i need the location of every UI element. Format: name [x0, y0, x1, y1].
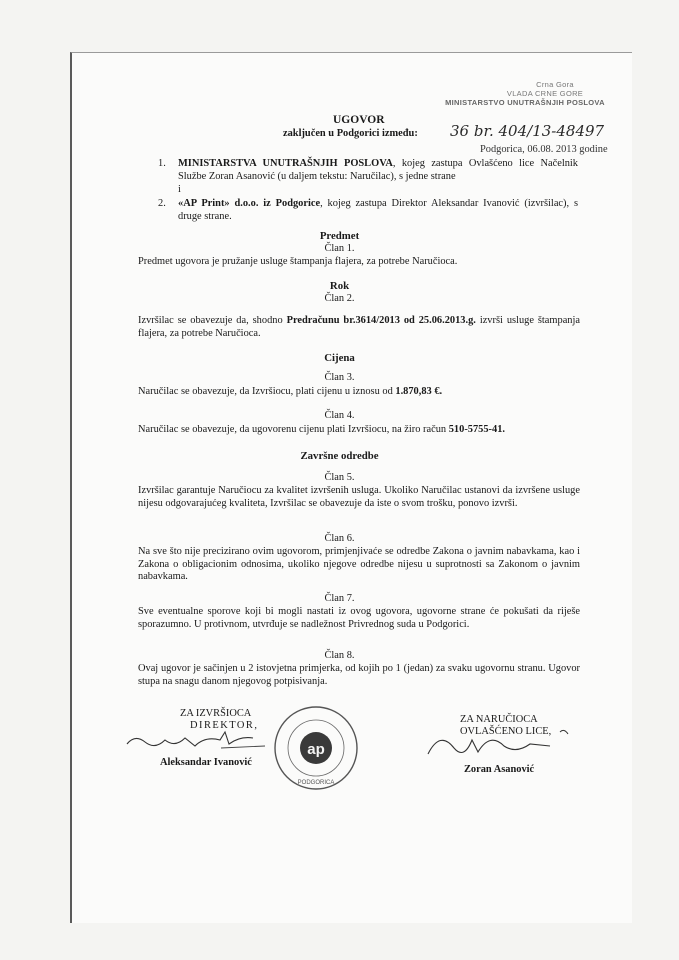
- section-zavrsne-title: Završne odredbe: [300, 450, 379, 462]
- stamp-line-2: VLADA CRNE GORE: [506, 89, 584, 98]
- page-title: UGOVOR: [333, 114, 385, 126]
- party-2-text: , kojeg zastupa Direktor Aleksandar Ivanović (izvršilac), s druge strane.: [178, 198, 578, 222]
- party-1-name: MINISTARSTVA UNUTRAŠNJIH POSLOVA: [178, 158, 393, 169]
- section-rok-title: Rok: [329, 280, 350, 292]
- left-handwritten-signature: [125, 726, 275, 756]
- clan-3: Član 3.: [324, 372, 355, 383]
- stamp-line-3: MINISTARSTVO UNUTRAŠNJIH POSLOVA: [445, 98, 605, 107]
- party-1-text: , kojeg zastupa Ovlašćeno lice Načelnik Službe Zoran Asanović (u daljem tekstu: Naručilac), s jedne strane: [178, 158, 578, 182]
- contract-amount: 1.870,83 €.: [395, 386, 443, 397]
- signature-right-label: ZA NARUČIOCA: [460, 714, 538, 725]
- clan-2-text-a: Izvršilac se obavezuje da, shodno: [138, 315, 287, 326]
- clan-4-text-body: Naručilac se obavezuje, da ugovorenu cijenu plati Izvršiocu, na žiro račun: [138, 424, 449, 435]
- registration-number: 36 br. 404/13-48497: [450, 122, 605, 140]
- right-handwritten-signature: [420, 724, 570, 764]
- place-date: Podgorica, 06.08. 2013 godine: [480, 144, 608, 155]
- bank-account: 510-5755-41.: [448, 424, 506, 435]
- signature-right-name: Zoran Asanović: [464, 764, 535, 775]
- clan-3-text-body: Naručilac se obavezuje, da Izvršiocu, plati cijenu u iznosu od: [138, 386, 396, 397]
- signature-right-role: OVLAŠĆENO LICE,: [460, 726, 552, 737]
- clan-2-text-c: izvrši usluge štampanja flajera, za potrebe Naručioca.: [138, 315, 580, 339]
- clan-4-text: [138, 424, 580, 437]
- clan-2-text: [138, 315, 580, 340]
- party-2-number: 2.: [158, 198, 166, 209]
- page-subtitle: zaključen u Podgorici između:: [283, 128, 418, 139]
- clan-8: Član 8.: [324, 650, 355, 661]
- clan-2-invoice: Predračunu br.3614/2013 od 25.06.2013.g.: [286, 315, 476, 326]
- section-cijena-title: Cijena: [324, 352, 355, 364]
- clan-5-text: Izvršilac garantuje Naručiocu za kvalitet izvršenih usluga. Ukoliko Naručilac ustanovi da izvršene usluge nijesu odgovarajućeg kvaliteta, Izvršilac se obavezuje da iste o svom trošku, ponovo izvrši.: [138, 485, 580, 509]
- clan-8-text: Ovaj ugovor je sačinjen u 2 istovjetna primjerka, od kojih po 1 (jedan) za svaku ugovornu stranu. Ugovor stupa na snagu danom njegovog potpisivanja.: [138, 663, 580, 687]
- clan-4: Član 4.: [324, 410, 355, 421]
- clan-7: Član 7.: [324, 593, 355, 604]
- signature-left-name: Aleksandar Ivanović: [160, 757, 252, 768]
- clan-7-text: Sve eventualne sporove koji bi mogli nastati iz ovog ugovora, ugovorne strane će pokušati da riješe sporazumno. U protivnom, utvrđuje se nadležnost Privrednog suda u Podgorici.: [138, 606, 580, 630]
- clan-2: Član 2.: [324, 293, 355, 304]
- party-1: [178, 158, 578, 183]
- clan-6: Član 6.: [324, 533, 355, 544]
- clan-6-text: Na sve što nije precizirano ovim ugovorom, primjenjivaće se odredbe Zakona o javnim nabavkama, kao i Zakona o obligacionim odnosima, ukoliko njegove odredbe nijesu u suprotnosti sa Zakonom o javnim nabavkama.: [138, 546, 580, 583]
- stamp-line-1: Crna Gora: [536, 80, 574, 89]
- clan-5: Član 5.: [324, 472, 355, 483]
- stamp-logo: ap: [307, 741, 325, 758]
- stamp-city: PODGORICA: [297, 780, 335, 786]
- signature-left-label: ZA IZVRŠIOCA: [180, 708, 252, 719]
- registry-stamp: [430, 80, 620, 107]
- signature-left-role: DIREKTOR,: [190, 720, 259, 731]
- party-2-name: «AP Print» d.o.o. iz Podgorice: [178, 198, 321, 209]
- party-2: [178, 198, 578, 223]
- party-1-number: 1.: [158, 158, 166, 169]
- company-stamp: [272, 704, 360, 792]
- clan-3-text: [138, 386, 580, 399]
- clan-1-text: Predmet ugovora je pružanje usluge štampanja flajera, za potrebe Naručioca.: [138, 256, 458, 267]
- section-predmet-title: Predmet: [319, 230, 360, 242]
- conjunction: i: [178, 184, 181, 195]
- clan-1: Član 1.: [324, 243, 355, 254]
